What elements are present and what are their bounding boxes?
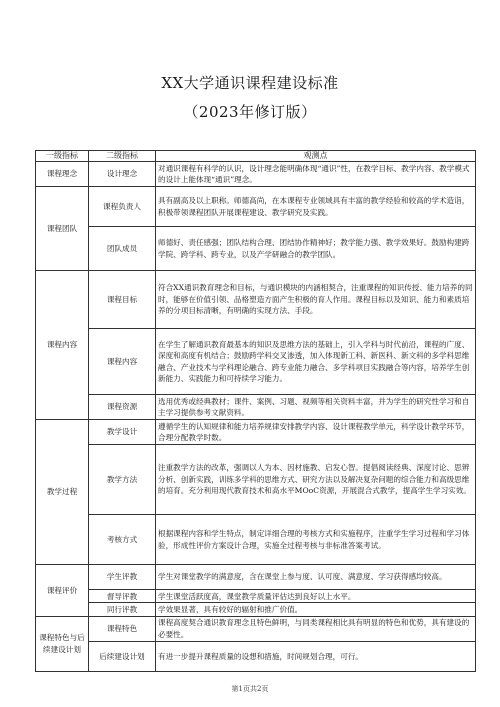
table-row bbox=[36, 445, 476, 515]
level2-cell: 学生评教 bbox=[89, 565, 156, 590]
level2-cell: 考核方式 bbox=[89, 515, 156, 565]
table-row bbox=[36, 590, 476, 603]
level1-cell: 课程内容 bbox=[36, 271, 89, 420]
page-footer: 第1页共2页 bbox=[231, 685, 269, 693]
table-row bbox=[36, 395, 476, 420]
observation-cell: 师德好、责任感强；团队结构合理、团结协作精神好；教学能力强、教学效果好。鼓励构建跨学院、跨学科、跨专业，以及产学研融合的教学团队。 bbox=[156, 227, 476, 271]
table-row bbox=[36, 227, 476, 271]
level2-cell: 同行评教 bbox=[89, 603, 156, 616]
level1-cell: 课程团队 bbox=[36, 187, 89, 271]
document-title: XX大学通识课程建设标准 bbox=[161, 74, 339, 92]
observation-cell: 选用优秀或经典教材；课件、案例、习题、视频等相关资料丰富，并为学生的研究性学习和自主学习提供参考文献资料。 bbox=[156, 395, 476, 420]
table-row bbox=[36, 515, 476, 565]
table-row bbox=[36, 616, 476, 641]
level2-cell: 课程内容 bbox=[89, 329, 156, 395]
observation-cell: 符合XX通识教育理念和目标，与通识模块的内涵相契合，注重课程的知识传授、能力培养的同时，能够在价值引领、品格塑造方面产生积极的育人作用。课程目标以及知识、能力和素质培养的分项目标清晰，有明确的实现方法、手段。 bbox=[156, 271, 476, 329]
observation-cell: 对通识课程有科学的认识，设计理念能明确体现“通识”性，在教学目标、教学内容、教学模式的设计上能体现“通识”理念。 bbox=[156, 162, 476, 187]
level2-cell: 教学方法 bbox=[89, 445, 156, 515]
observation-cell: 学生对课堂教学的满意度，含在课堂上参与度、认可度、满意度、学习获得感均较高。 bbox=[156, 565, 476, 590]
level2-cell: 课程特色 bbox=[89, 616, 156, 641]
level2-cell: 督导评教 bbox=[89, 590, 156, 603]
level2-cell: 设计理念 bbox=[89, 162, 156, 187]
observation-cell: 具有副高及以上职称。师德高尚，在本课程专业领域具有丰富的教学经验和较高的学术造诣，积极带领课程团队开展课程建设、教学研究及实践。 bbox=[156, 187, 476, 227]
level2-cell: 教学设计 bbox=[89, 420, 156, 445]
table-row bbox=[36, 565, 476, 590]
table-row bbox=[36, 329, 476, 395]
level2-cell: 课程资源 bbox=[89, 395, 156, 420]
level1-cell: 课程理念 bbox=[36, 162, 89, 187]
level1-cell: 课程特色与后续建设计划 bbox=[36, 616, 89, 671]
observation-cell: 学效果显著，具有较好的辐射和推广价值。 bbox=[156, 603, 476, 616]
observation-cell: 在学生了解通识教育最基本的知识及思维方法的基础上，引入学科与时代前沿，课程的广度、深度和高度有机结合；鼓励跨学科交叉渗透，加入体现新工科、新医科、新文科的多学科思维融合、产业技术与学科理论融合、跨专业能力融合、多学科项目实践融合等内容，培养学生创新能力、实践能力和可持续学习能力。 bbox=[156, 329, 476, 395]
level1-cell: 教学过程 bbox=[36, 420, 89, 565]
table-header-row bbox=[36, 151, 476, 162]
table-row bbox=[36, 187, 476, 227]
table-row bbox=[36, 162, 476, 187]
observation-cell: 遵循学生的认知规律和能力培养规律安排教学内容、设计课程教学单元，科学设计教学环节，合理分配教学时数。 bbox=[156, 420, 476, 445]
level2-cell: 后续建设计划 bbox=[89, 641, 156, 671]
table-row bbox=[36, 603, 476, 616]
table-row bbox=[36, 271, 476, 329]
level2-cell: 团队成员 bbox=[89, 227, 156, 271]
document-subtitle: （2023年修订版） bbox=[183, 103, 317, 121]
observation-cell: 课程高度契合通识教育理念且特色鲜明，与同类课程相比具有明显的特色和优势，具有建设的必要性。 bbox=[156, 616, 476, 641]
header-level1: 一级指标 bbox=[36, 151, 89, 162]
observation-cell: 注重教学方法的改革，强调以人为本、因材施教、启发心智。提倡阅读经典、深度讨论、思辨分析、创新实践，训练多学科的思维方式、研究方法以及解决复杂问题的综合能力和高级思维的培育。充分利用现代教育技术和高水平MOoC资源，开展混合式教学，提高学生学习实效。 bbox=[156, 445, 476, 515]
level2-cell: 课程负责人 bbox=[89, 187, 156, 227]
observation-cell: 根据课程内容和学生特点，制定详细合理的考核方式和实施程序，注重学生学习过程和学习体验，形成性评价方案设计合理，实施全过程考核与非标准答案考试。 bbox=[156, 515, 476, 565]
level1-cell: 课程评价 bbox=[36, 565, 89, 617]
level2-cell: 课程目标 bbox=[89, 271, 156, 329]
table-row bbox=[36, 420, 476, 445]
table-row bbox=[36, 641, 476, 671]
observation-cell: 学生课堂活跃度高，课堂教学质量评估达到良好以上水平。 bbox=[156, 590, 476, 603]
standards-table bbox=[35, 150, 476, 672]
header-observation: 观测点 bbox=[156, 151, 476, 162]
observation-cell: 有进一步提升课程质量的设想和措施，时间规划合理，可行。 bbox=[156, 641, 476, 671]
header-level2: 二级指标 bbox=[89, 151, 156, 162]
